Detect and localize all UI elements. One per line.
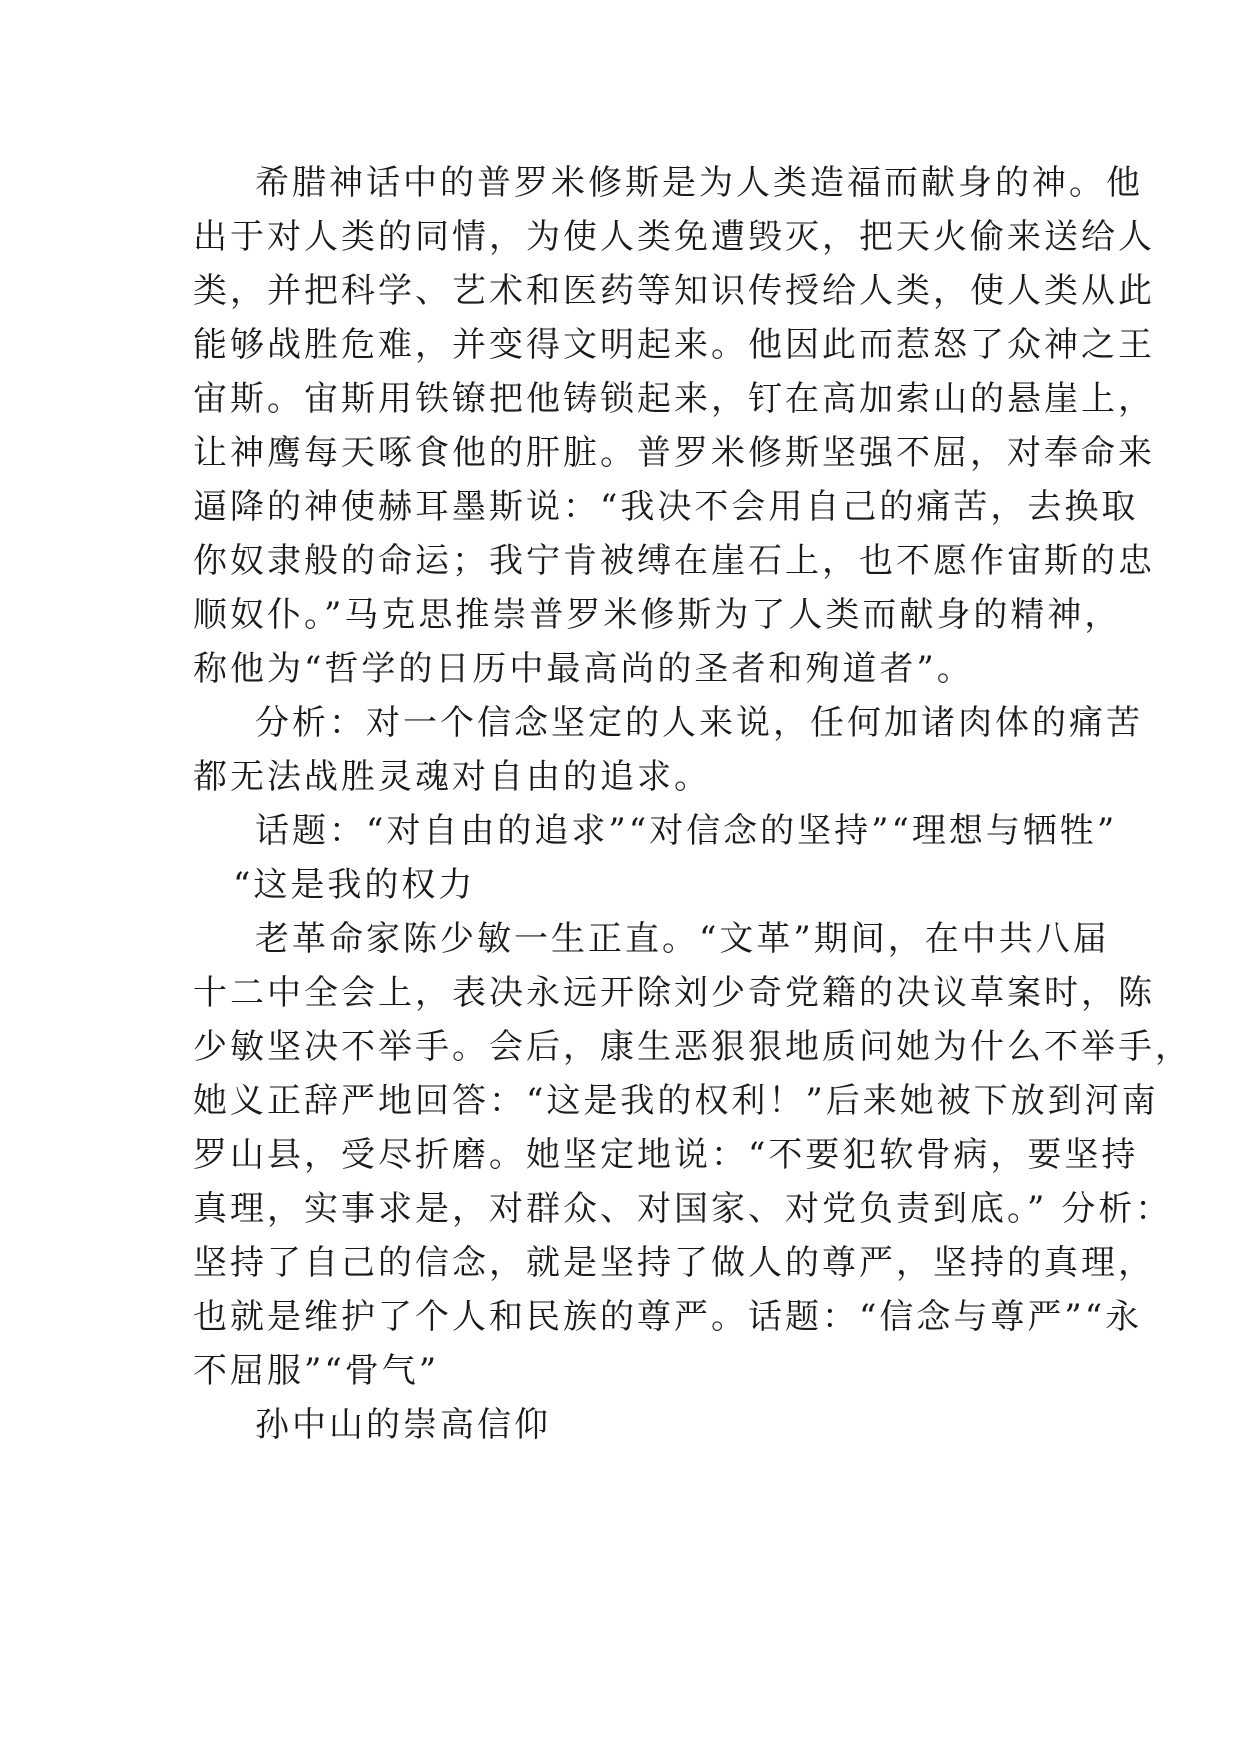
paragraph-line: 坚持了自己的信念，就是坚持了做人的尊严，坚持的真理， [193,1243,1155,1283]
paragraph-line: 逼降的神使赫耳墨斯说：“我决不会用自己的痛苦，去换取 [193,487,1139,527]
analysis-line: 分析：对一个信念坚定的人来说，任何加诸肉体的痛苦 [255,703,1143,743]
paragraph-line: 类，并把科学、艺术和医药等知识传授给人类，使人类从此 [193,271,1155,311]
paragraph-line: 能够战胜危难，并变得文明起来。他因此而惹怒了众神之王 [193,325,1155,365]
paragraph-line: 宙斯。宙斯用铁镣把他铸锁起来，钉在高加索山的悬崖上， [193,379,1155,419]
paragraph-line: 十二中全会上，表决永远开除刘少奇党籍的决议草案时，陈 [193,973,1155,1013]
paragraph-line: 少敏坚决不举手。会后，康生恶狠狠地质问她为什么不举手， [193,1027,1192,1067]
paragraph-line: 希腊神话中的普罗米修斯是为人类造福而献身的神。他 [255,163,1143,203]
paragraph-line: 罗山县，受尽折磨。她坚定地说：“不要犯软骨病，要坚持 [193,1135,1139,1175]
paragraph-line: 不屈服”“骨气” [193,1351,440,1391]
section-heading: 孙中山的崇高信仰 [255,1405,551,1445]
paragraph-line: 真理，实事求是，对群众、对国家、对党负责到底。” 分析： [193,1189,1173,1229]
paragraph-line: 她义正辞严地回答：“这是我的权利！”后来她被下放到河南 [193,1081,1159,1121]
section-heading: “这是我的权力 [233,865,476,905]
paragraph-line: 称他为“哲学的日历中最高尚的圣者和殉道者”。 [193,649,974,689]
paragraph-line: 也就是维护了个人和民族的尊严。话题：“信念与尊严”“永 [193,1297,1143,1337]
paragraph-line: 出于对人类的同情，为使人类免遭毁灭，把天火偷来送给人 [193,217,1155,257]
analysis-line: 都无法战胜灵魂对自由的追求。 [193,757,711,797]
paragraph-line: 顺奴仆。”马克思推崇普罗米修斯为了人类而献身的精神， [193,595,1122,635]
paragraph-line: 你奴隶般的命运；我宁肯被缚在崖石上，也不愿作宙斯的忠 [193,541,1155,581]
topic-line: 话题：“对自由的追求”“对信念的坚持”“理想与牺牲” [255,811,1118,851]
paragraph-line: 让神鹰每天啄食他的肝脏。普罗米修斯坚强不屈，对奉命来 [193,433,1155,473]
paragraph-line: 老革命家陈少敏一生正直。“文革”期间，在中共八届 [255,919,1110,959]
